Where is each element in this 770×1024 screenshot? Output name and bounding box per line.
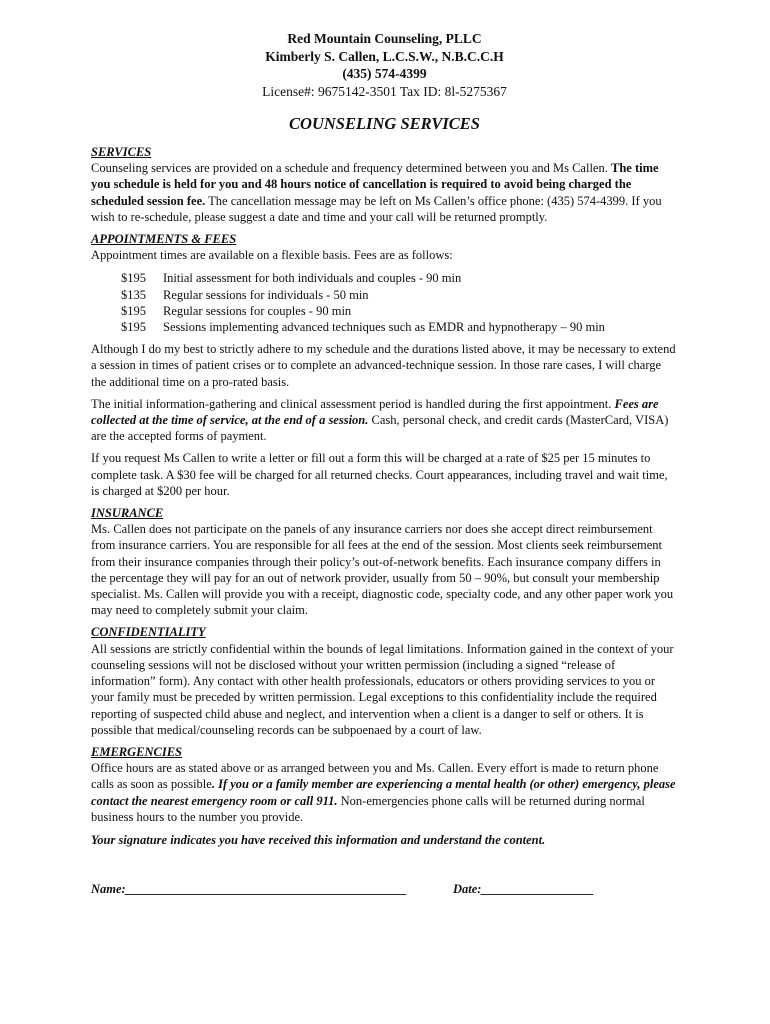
emergencies-paragraph [91,760,678,825]
emergencies-heading: EMERGENCIES [91,744,183,759]
letterhead [91,30,678,100]
confidentiality-paragraph: All sessions are strictly confidential within the bounds of legal limitations. Information gained in the context of your counseling sessions will not be disclosed without your written permission (including a signed “release of information” form). Any contact with other health professionals, educators or others providing services to you or your family must be preceded by written permission. Legal exceptions to this confidentiality include the required reporting of suspected child abuse and neglect, and intervention when a client is a danger to self or others. It is possible that medical/counseling records can be subpoenaed by a court of law. [91,641,674,737]
acknowledgement-statement: Your signature indicates you have received this information and understand the content. [91,832,546,847]
section-appointments [91,231,678,499]
fee-description: Sessions implementing advanced techniques such as EMDR and hypnotherapy – 90 min [163,320,605,335]
section-insurance [91,505,678,618]
fee-description: Initial assessment for both individuals and couples - 90 min [163,271,462,286]
section-confidentiality [91,624,678,737]
fee-row [121,319,605,335]
fee-table [121,270,605,335]
appointments-p2-text-2: Cash, personal check, and credit cards (MasterCard, VISA) are the accepted forms of payment. [91,413,669,444]
emergencies-text-1: Office hours are as stated above or as arranged between you and Ms. Callen. Every effort is made to return phone calls as soon as possible [91,761,659,792]
services-bold-text: The time you schedule is held for you and 48 hours notice of cancellation is required to avoid being charged the scheduled session fee. [91,161,659,208]
clinician-name: Kimberly S. Callen, L.C.S.W., N.B.C.C.H [265,48,504,64]
signature-line [91,881,678,897]
fee-row [121,303,605,319]
appointments-paragraph-2 [91,396,678,445]
insurance-heading: INSURANCE [91,506,164,521]
services-text-1: Counseling services are provided on a schedule and frequency determined between you and Ms Callen. [91,161,611,176]
date-field[interactable]: Date:__________________ [453,882,594,897]
fee-row [121,270,605,286]
insurance-paragraph: Ms. Callen does not participate on the panels of any insurance carriers nor does she accept direct reimbursement from insurance carriers. You are responsible for all fees at the end of the session. Most clients seek reimbursement from their insurance companies through their policy’s out-of-network benefits. Each insurance company differs in the percentage they will pay for an out of network provider, usually from 50 – 90%, but consult your membership specialist. Ms. Callen will provide you with a receipt, diagnostic code, specialty code, and any other paper work you may need to completely submit your claim. [91,522,674,618]
services-heading: SERVICES [91,145,152,159]
fee-amount: $195 [121,303,146,318]
practice-name: Red Mountain Counseling, PLLC [287,31,482,46]
appointments-paragraph-1: Although I do my best to strictly adhere to my schedule and the durations listed above, it may be necessary to extend a session in times of patient crises or to complete an advanced-technique session. In those rare cases, I will charge the additional time on a pro-rated basis. [91,342,676,389]
fee-amount: $135 [121,287,146,302]
services-text-2: The cancellation message may be left on Ms Callen’s office phone: (435) 574-4399. If you wish to re-schedule, please suggest a date and time and your call will be returned promptly. [91,193,662,224]
emergencies-text-2: Non-emergencies phone calls will be returned during normal business hours to the number you provide. [91,793,645,824]
appointments-p2-text-1: The initial information-gathering and clinical assessment period is handled during the first appointment. [91,396,615,411]
fee-amount: $195 [121,320,146,335]
appointments-intro: Appointment times are available on a flexible basis. Fees are as follows: [91,248,453,263]
section-emergencies [91,744,678,825]
fee-row [121,287,605,303]
confidentiality-heading: CONFIDENTIALITY [91,625,206,640]
phone-number: (435) 574-4399 [342,66,427,81]
license-info: License#: 9675142-3501 Tax ID: 8l-5275367 [262,83,507,99]
document-title: COUNSELING SERVICES [289,114,480,133]
emergencies-emphasis: . If you or a family member are experiencing a mental health (or other) emergency, please contact the nearest emergency room or call 911. [91,777,676,808]
appointments-heading: APPOINTMENTS & FEES [91,232,237,247]
appointments-paragraph-3: If you request Ms Callen to write a letter or fill out a form this will be charged at a rate of $25 per 15 minutes to complete task. A $30 fee will be charged for all returned checks. Court appearances, including travel and wait time, is charged at $200 per hour. [91,451,668,498]
fee-amount: $195 [121,271,146,286]
services-paragraph [91,160,678,225]
section-services [91,144,678,225]
appointments-p2-emphasis: Fees are collected at the time of service, at the end of a session. [91,396,659,428]
fee-description: Regular sessions for individuals - 50 min [163,287,369,302]
fee-description: Regular sessions for couples - 90 min [163,303,352,318]
name-field[interactable]: Name:_____________________________________________ [91,882,407,897]
